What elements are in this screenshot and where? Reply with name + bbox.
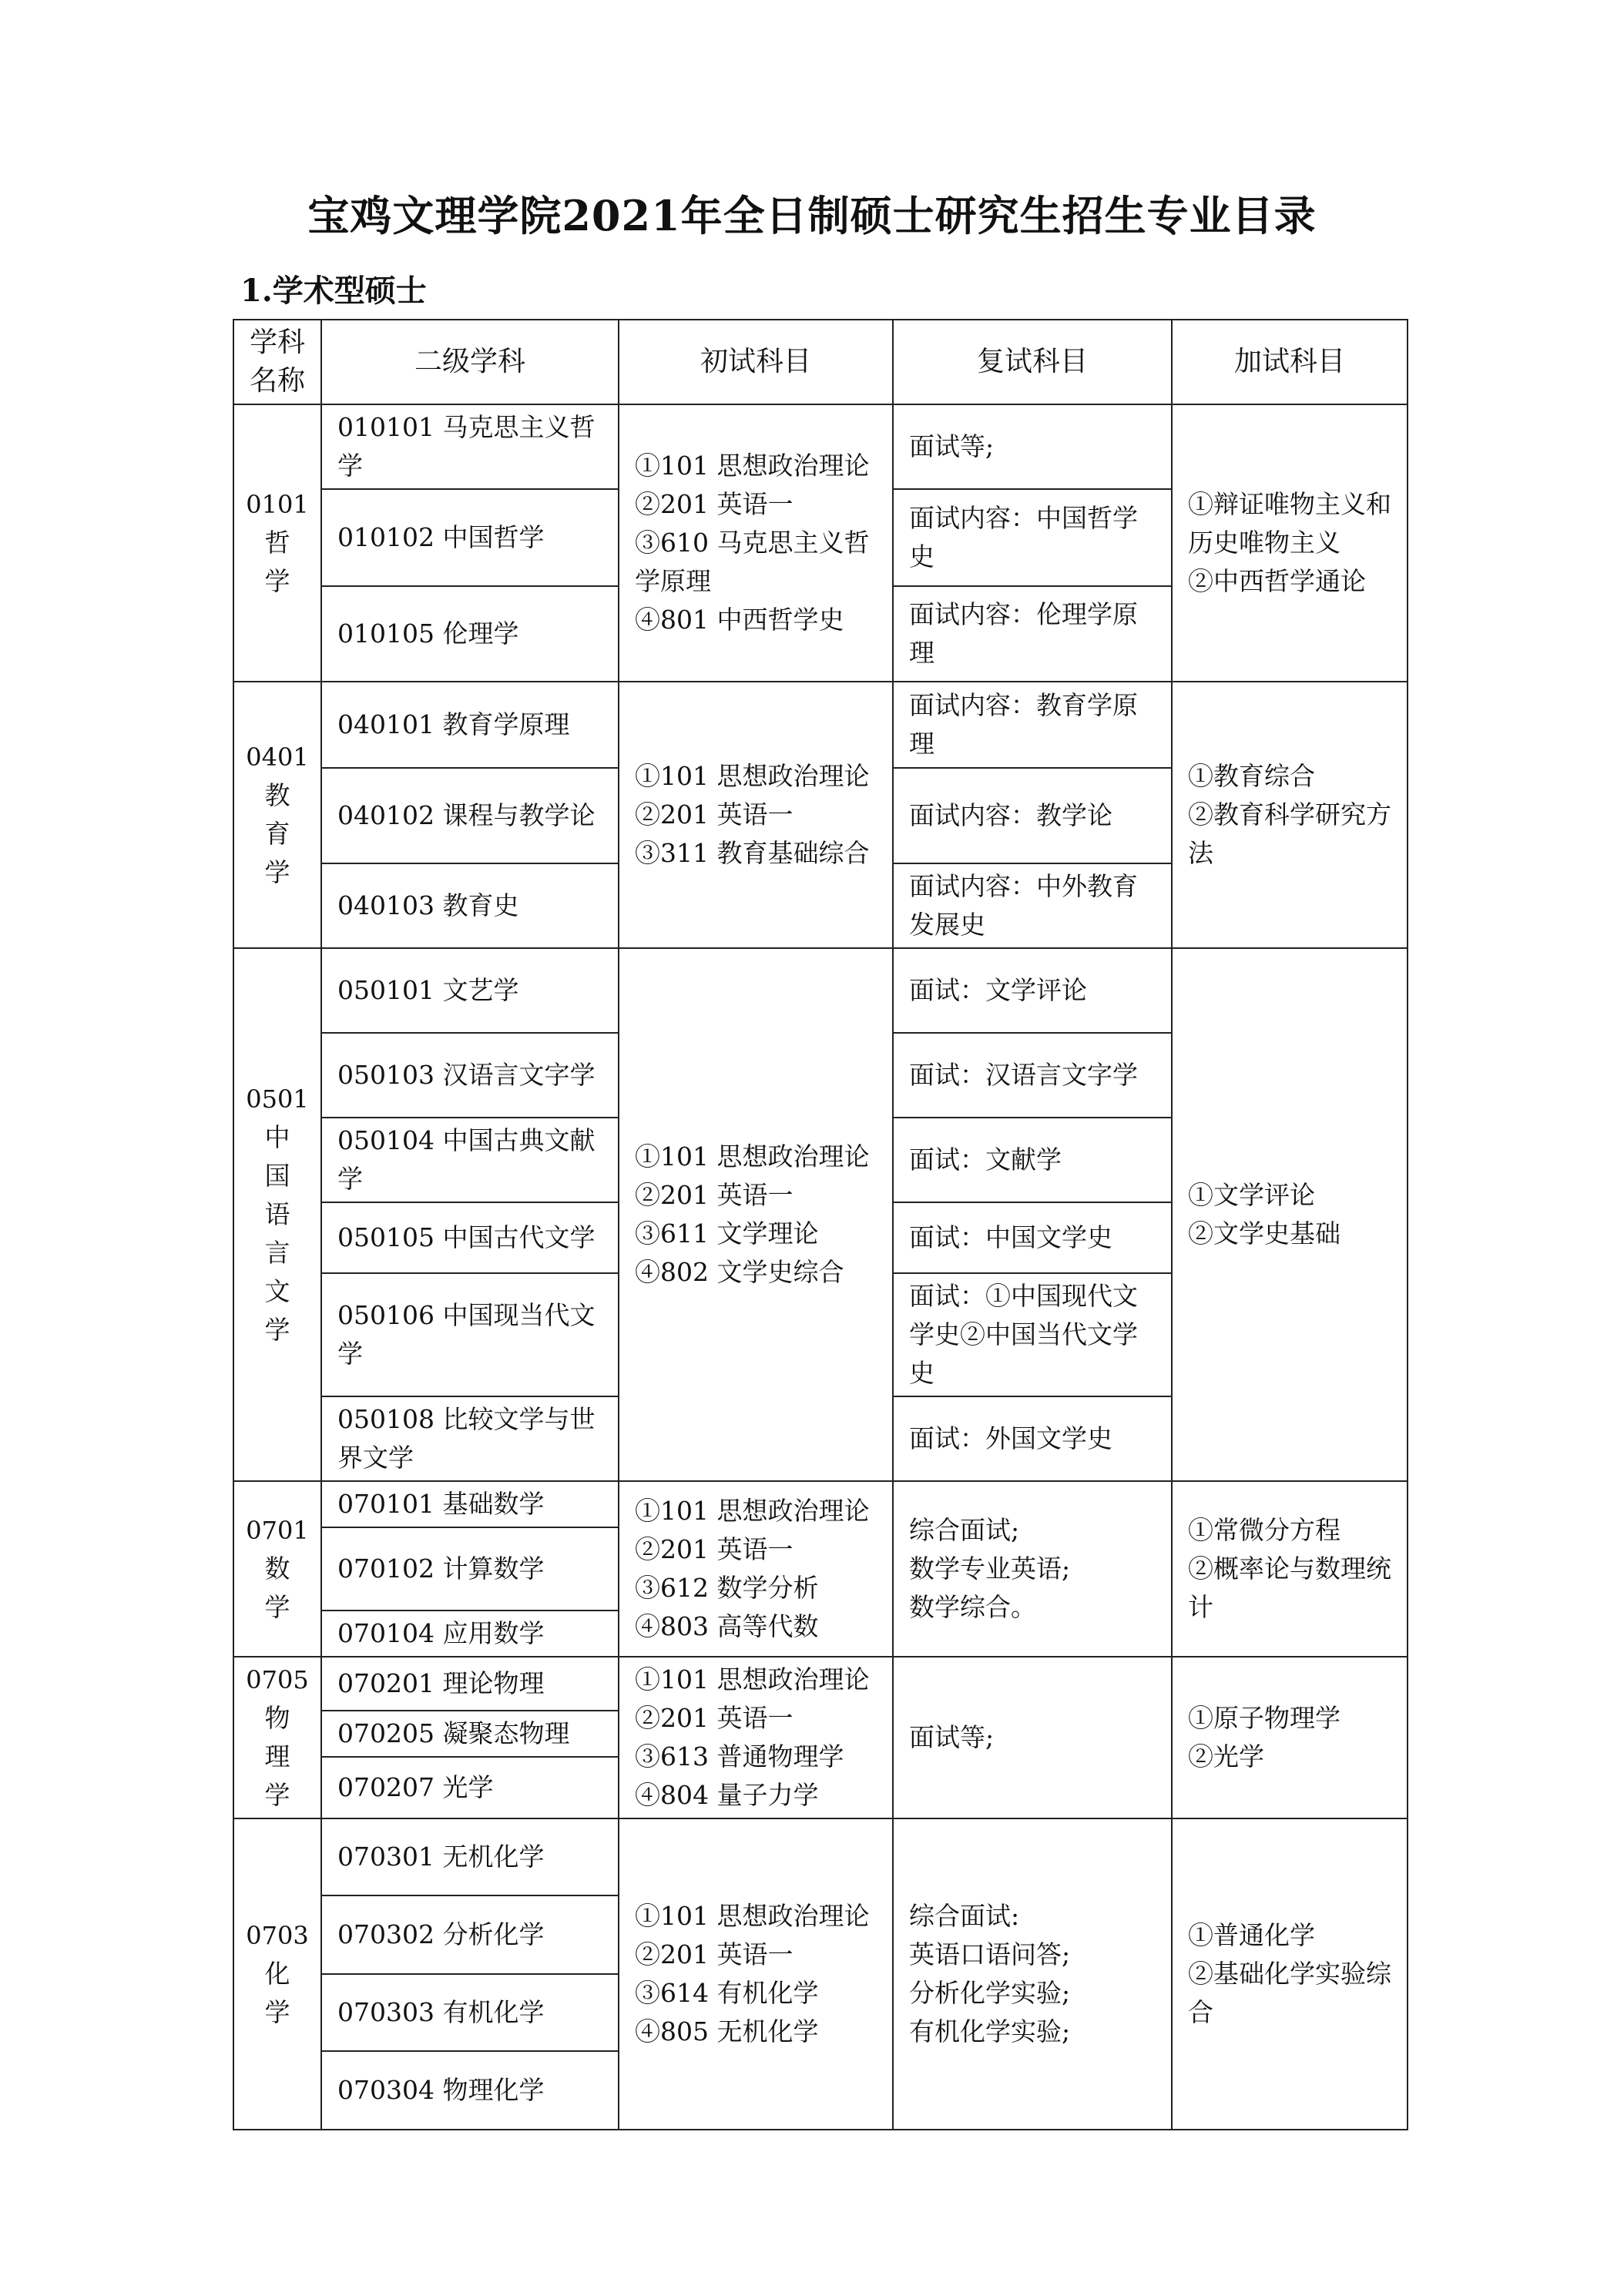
- table-row: [233, 1657, 1408, 1711]
- subdiscipline-cell: 070304 物理化学: [321, 2051, 619, 2130]
- extra-exam-cell: ①常微分方程 ②概率论与数理统计: [1172, 1481, 1408, 1657]
- subdiscipline-cell: 070205 凝聚态物理: [321, 1711, 619, 1757]
- initial-exam-cell: ①101 思想政治理论 ②201 英语一 ③311 教育基础综合: [619, 682, 893, 948]
- extra-exam-cell: ①普通化学 ②基础化学实验综合: [1172, 1818, 1408, 2130]
- table-row: [233, 1818, 1408, 1895]
- retest-cell: 面试内容：中国哲学史: [893, 489, 1172, 586]
- retest-cell: 面试：①中国现代文学史②中国当代文学史: [893, 1273, 1172, 1396]
- discipline-cell: 0703 化 学: [233, 1818, 321, 2130]
- subdiscipline-cell: 070303 有机化学: [321, 1974, 619, 2051]
- subdiscipline-cell: 050106 中国现当代文学: [321, 1273, 619, 1396]
- retest-cell: 面试：汉语言文字学: [893, 1033, 1172, 1118]
- discipline-cell: 0701 数 学: [233, 1481, 321, 1657]
- subdiscipline-cell: 010101 马克思主义哲学: [321, 404, 619, 489]
- retest-cell: 面试等;: [893, 1657, 1172, 1818]
- retest-cell: 面试内容：中外教育发展史: [893, 863, 1172, 948]
- initial-exam-cell: ①101 思想政治理论 ②201 英语一 ③614 有机化学 ④805 无机化学: [619, 1818, 893, 2130]
- subdiscipline-cell: 070301 无机化学: [321, 1818, 619, 1895]
- subdiscipline-cell: 050101 文艺学: [321, 948, 619, 1033]
- header-discipline: 学科 名称: [233, 320, 321, 404]
- subdiscipline-cell: 070201 理论物理: [321, 1657, 619, 1711]
- subdiscipline-cell: 070104 应用数学: [321, 1611, 619, 1657]
- subdiscipline-cell: 050103 汉语言文字学: [321, 1033, 619, 1118]
- retest-cell: 面试等;: [893, 404, 1172, 489]
- subdiscipline-cell: 070101 基础数学: [321, 1481, 619, 1527]
- retest-cell: 面试内容：伦理学原理: [893, 586, 1172, 682]
- subdiscipline-cell: 070302 分析化学: [321, 1895, 619, 1974]
- discipline-cell: 0501 中 国 语 言 文 学: [233, 948, 321, 1481]
- retest-cell: 综合面试: 英语口语问答; 分析化学实验; 有机化学实验;: [893, 1818, 1172, 2130]
- subdiscipline-cell: 050104 中国古典文献学: [321, 1118, 619, 1202]
- extra-exam-cell: ①辩证唯物主义和历史唯物主义 ②中西哲学通论: [1172, 404, 1408, 682]
- extra-exam-cell: ①文学评论 ②文学史基础: [1172, 948, 1408, 1481]
- retest-cell: 面试：外国文学史: [893, 1396, 1172, 1481]
- page-title: 宝鸡文理学院2021年全日制硕士研究生招生专业目录: [307, 191, 1317, 240]
- extra-exam-cell: ①原子物理学 ②光学: [1172, 1657, 1408, 1818]
- subdiscipline-cell: 040103 教育史: [321, 863, 619, 948]
- retest-cell: 面试内容：教育学原理: [893, 682, 1172, 768]
- header-retest: 复试科目: [893, 320, 1172, 404]
- table-row: [233, 682, 1408, 768]
- catalog-table: [233, 319, 1408, 2130]
- initial-exam-cell: ①101 思想政治理论 ②201 英语一 ③610 马克思主义哲学原理 ④801 中西哲学史: [619, 404, 893, 682]
- discipline-cell: 0401 教 育 学: [233, 682, 321, 948]
- header-subdiscipline: 二级学科: [321, 320, 619, 404]
- subdiscipline-cell: 010105 伦理学: [321, 586, 619, 682]
- discipline-cell: 0705 物 理 学: [233, 1657, 321, 1818]
- table-row: [233, 1481, 1408, 1527]
- initial-exam-cell: ①101 思想政治理论 ②201 英语一 ③611 文学理论 ④802 文学史综合: [619, 948, 893, 1481]
- subdiscipline-cell: 040102 课程与教学论: [321, 768, 619, 863]
- subdiscipline-cell: 050105 中国古代文学: [321, 1202, 619, 1273]
- retest-cell: 面试：文学评论: [893, 948, 1172, 1033]
- retest-cell: 面试：文献学: [893, 1118, 1172, 1202]
- table-row: [233, 948, 1408, 1033]
- extra-exam-cell: ①教育综合 ②教育科学研究方法: [1172, 682, 1408, 948]
- retest-cell: 综合面试; 数学专业英语; 数学综合。: [893, 1481, 1172, 1657]
- table-row: [233, 404, 1408, 489]
- subdiscipline-cell: 070207 光学: [321, 1757, 619, 1818]
- subdiscipline-cell: 010102 中国哲学: [321, 489, 619, 586]
- subdiscipline-cell: 050108 比较文学与世界文学: [321, 1396, 619, 1481]
- section-heading: 1.学术型硕士: [240, 273, 427, 309]
- initial-exam-cell: ①101 思想政治理论 ②201 英语一 ③613 普通物理学 ④804 量子力学: [619, 1657, 893, 1818]
- retest-cell: 面试：中国文学史: [893, 1202, 1172, 1273]
- retest-cell: 面试内容：教学论: [893, 768, 1172, 863]
- subdiscipline-cell: 040101 教育学原理: [321, 682, 619, 768]
- initial-exam-cell: ①101 思想政治理论 ②201 英语一 ③612 数学分析 ④803 高等代数: [619, 1481, 893, 1657]
- header-row: [233, 320, 1408, 404]
- subdiscipline-cell: 070102 计算数学: [321, 1527, 619, 1611]
- header-initial-exam: 初试科目: [619, 320, 893, 404]
- discipline-cell: 0101 哲 学: [233, 404, 321, 682]
- header-extra-exam: 加试科目: [1172, 320, 1408, 404]
